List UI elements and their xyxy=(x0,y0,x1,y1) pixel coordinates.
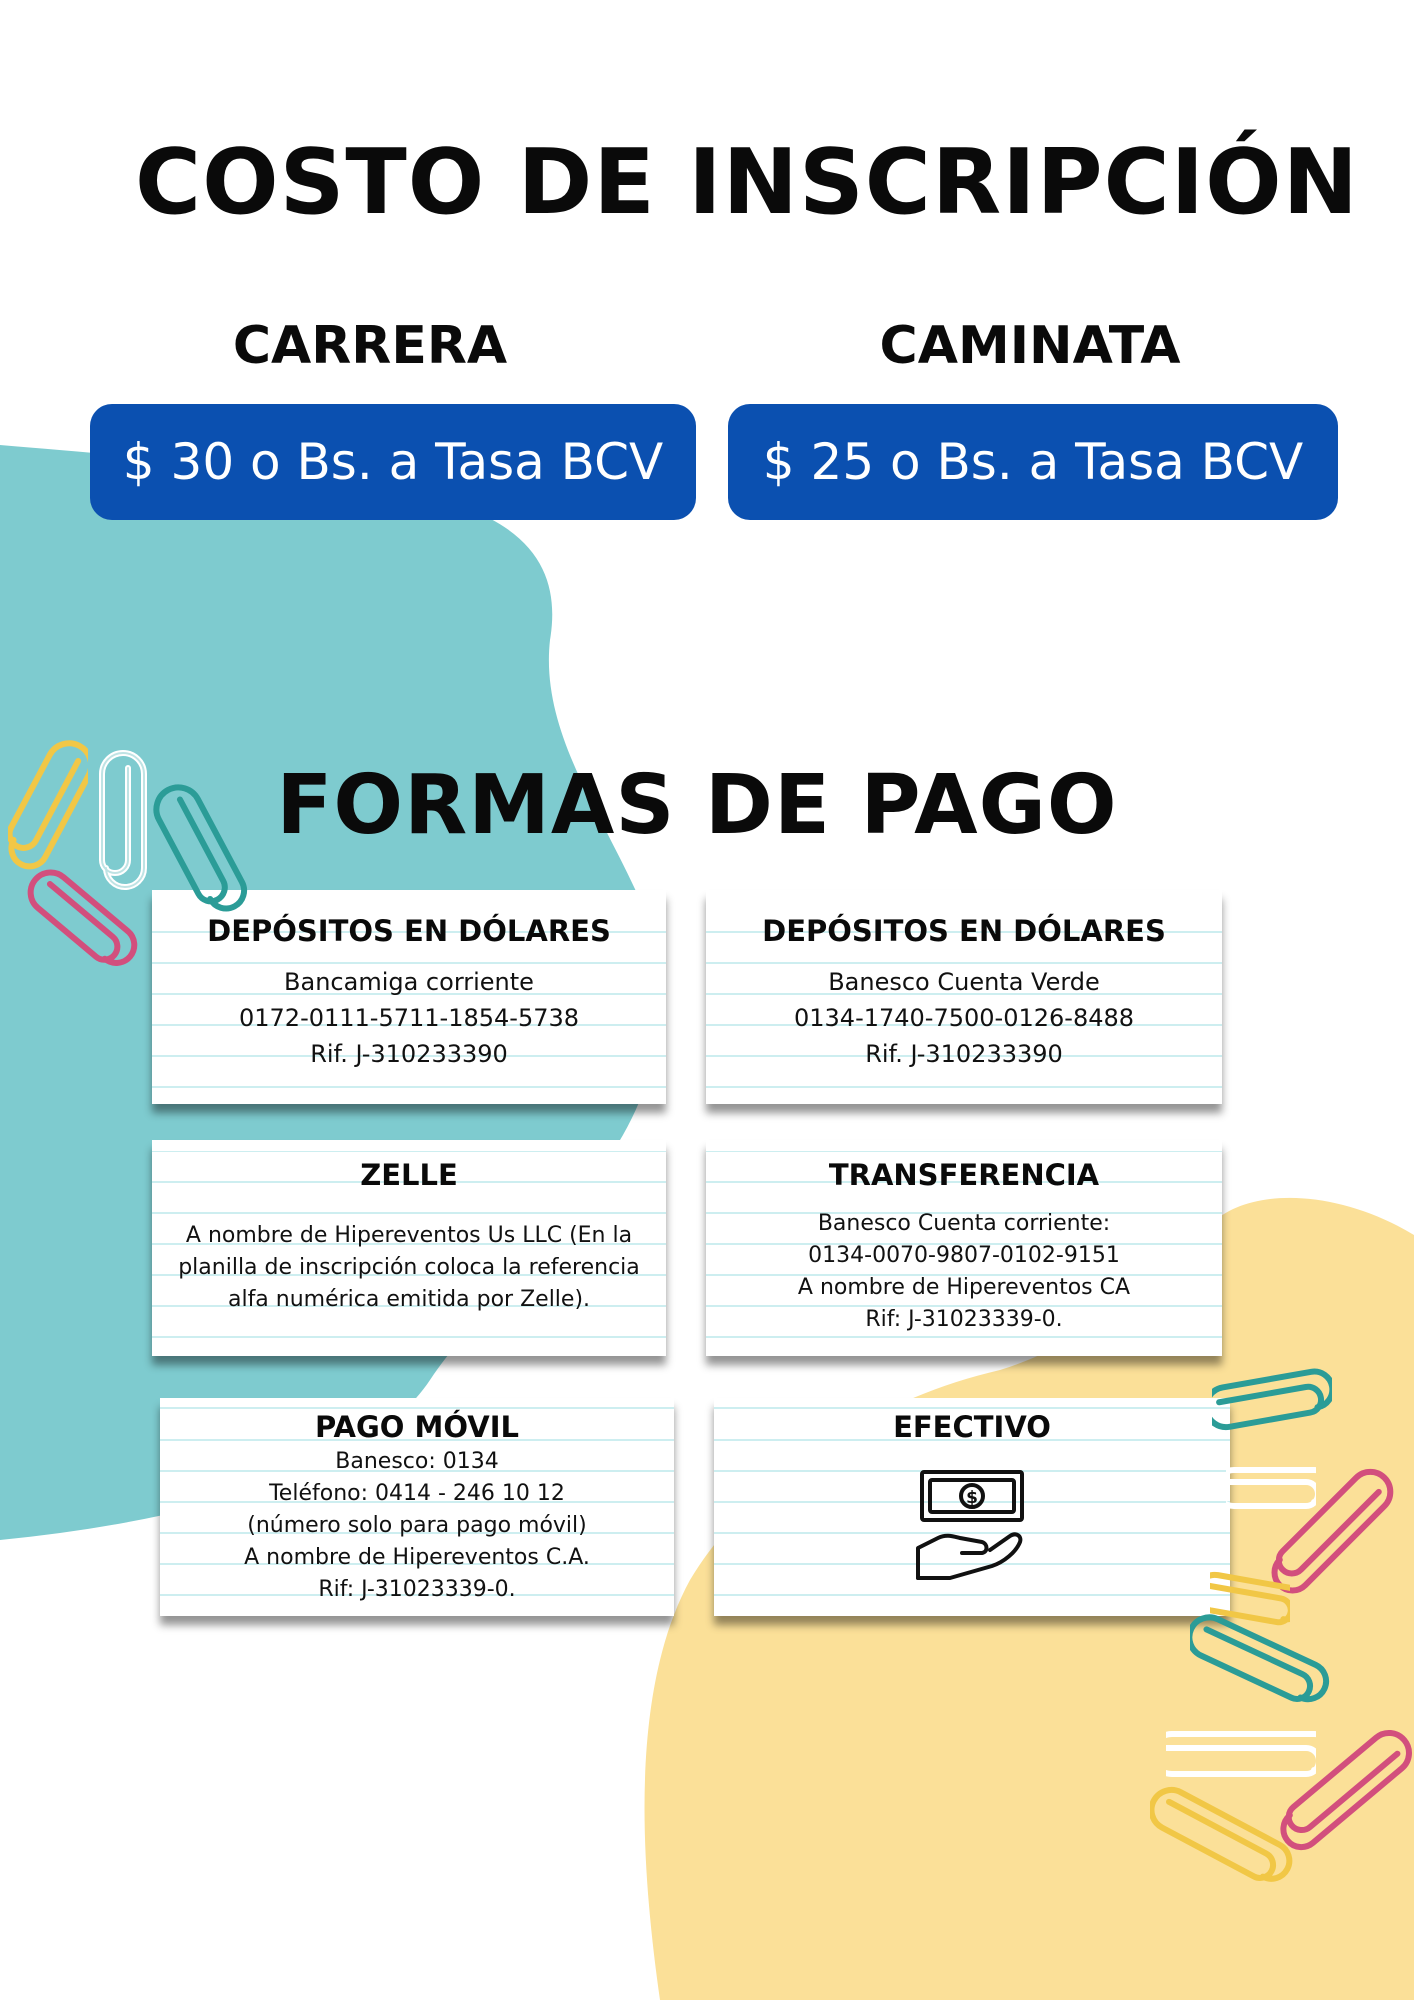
paperclip-icon xyxy=(1212,1352,1332,1442)
price-label-caminata: CAMINATA xyxy=(879,316,1181,376)
card-line: 0134-0070-9807-0102-9151 xyxy=(808,1243,1120,1268)
card-body xyxy=(706,964,1222,1072)
cash-hand-icon xyxy=(912,1464,1032,1584)
card-title: PAGO MÓVIL xyxy=(314,1410,520,1444)
svg-text:$: $ xyxy=(966,1488,978,1508)
card-line: Rif. J-310233390 xyxy=(310,1040,508,1068)
card-line: Banesco Cuenta corriente: xyxy=(817,1211,1111,1236)
card-line: alfa numérica emitida por Zelle). xyxy=(227,1287,591,1312)
payment-methods-title: FORMAS DE PAGO xyxy=(276,758,1118,853)
card-body xyxy=(706,1208,1222,1336)
card-line: Banesco: 0134 xyxy=(335,1449,499,1474)
paperclip-icon xyxy=(1150,1780,1300,1890)
card-line: A nombre de Hipereventos CA xyxy=(797,1275,1131,1300)
card-body xyxy=(152,964,666,1072)
card-title: TRANSFERENCIA xyxy=(828,1158,1100,1192)
card-line: A nombre de Hipereventos Us LLC (En la xyxy=(185,1223,633,1248)
paperclip-icon xyxy=(8,730,88,880)
card-line: 0172-0111-5711-1854-5738 xyxy=(238,1004,580,1032)
price-label-carrera: CARRERA xyxy=(232,316,508,376)
price-box-carrera: $ 30 o Bs. a Tasa BCV xyxy=(90,404,696,520)
card-line: 0134-1740-7500-0126-8488 xyxy=(793,1004,1135,1032)
card-line: (número solo para pago móvil) xyxy=(247,1513,587,1538)
card-line: A nombre de Hipereventos C.A. xyxy=(244,1545,590,1570)
paperclip-icon xyxy=(1190,1600,1340,1720)
payment-card-cash xyxy=(714,1398,1230,1616)
card-body xyxy=(152,1220,666,1316)
card-line: Teléfono: 0414 - 246 10 12 xyxy=(269,1481,565,1506)
card-title: DEPÓSITOS EN DÓLARES xyxy=(762,914,1166,948)
card-line: Banesco Cuenta Verde xyxy=(828,968,1100,996)
card-line: Bancamiga corriente xyxy=(284,968,534,996)
paperclip-icon xyxy=(20,860,150,980)
card-title: ZELLE xyxy=(360,1158,458,1192)
card-line: Rif: J-31023339-0. xyxy=(318,1577,516,1602)
card-line: planilla de inscripción coloca la referencia xyxy=(178,1255,640,1280)
paperclip-icon xyxy=(150,770,250,930)
card-title: EFECTIVO xyxy=(893,1410,1051,1444)
card-title: DEPÓSITOS EN DÓLARES xyxy=(207,914,611,948)
payment-card-deposit-banesco xyxy=(706,890,1222,1104)
card-line: Rif. J-310233390 xyxy=(865,1040,1063,1068)
price-box-caminata: $ 25 o Bs. a Tasa BCV xyxy=(728,404,1338,520)
payment-card-zelle xyxy=(152,1140,666,1356)
card-line: Rif: J-31023339-0. xyxy=(865,1307,1063,1332)
payment-card-mobile xyxy=(160,1398,674,1616)
page-title: COSTO DE INSCRIPCIÓN xyxy=(135,130,1359,235)
payment-card-transfer xyxy=(706,1140,1222,1356)
card-body xyxy=(160,1446,674,1606)
